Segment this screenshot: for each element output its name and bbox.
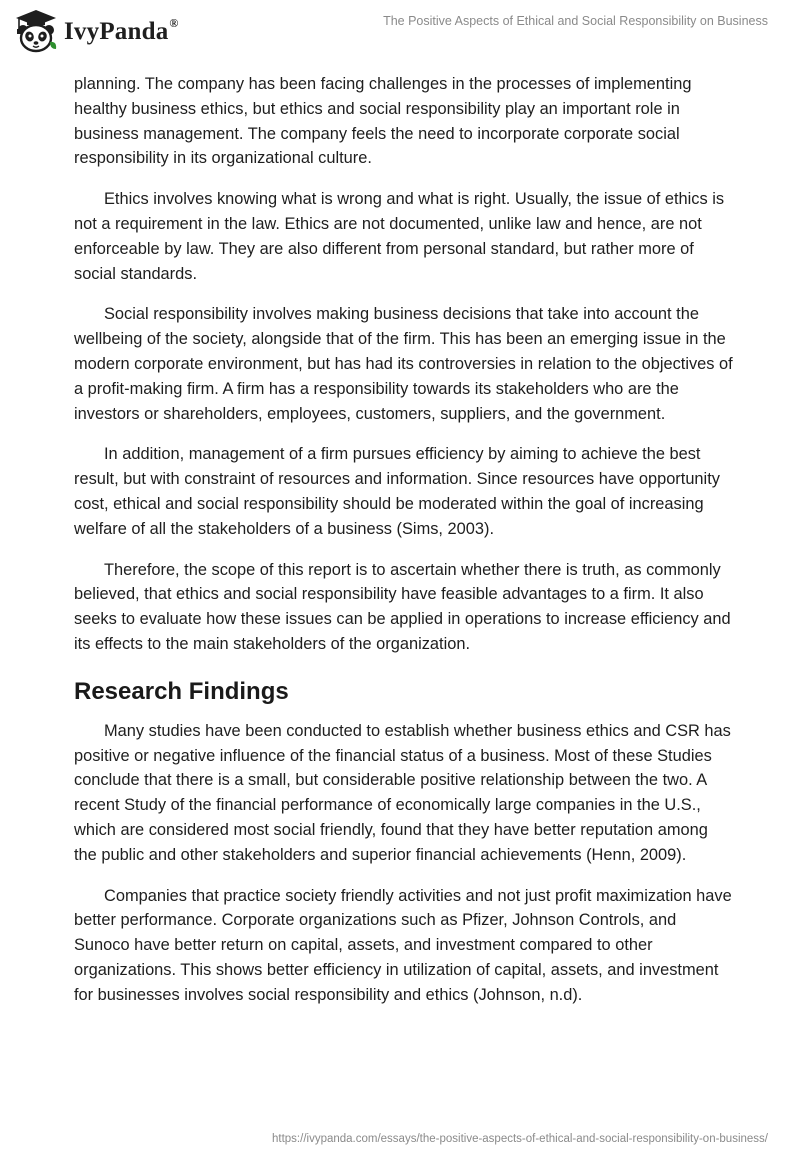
- brand-logo-text[interactable]: [64, 18, 179, 46]
- brand-name: IvyPanda: [64, 18, 169, 45]
- paragraph-scope: Therefore, the scope of this report is to ascertain whether there is truth, as commonly believed, that ethics and social responsibility have feasible advantages to a firm. It also seeks to evaluate how these issues can be applied in operations to increase efficiency and its effects to the main stakeholders of the organization.: [74, 560, 731, 653]
- source-url[interactable]: https://ivypanda.com/essays/the-positive-aspects-of-ethical-and-social-responsibility-on-business/: [272, 1133, 768, 1145]
- paragraph-ethics: Ethics involves knowing what is wrong and what is right. Usually, the issue of ethics is not a requirement in the law. Ethics are not documented, unlike law and hence, are not enforceable by law. They are also different from personal standard, but rather more of social standards.: [74, 190, 725, 283]
- page-header: [0, 0, 800, 62]
- registered-mark: ®: [169, 16, 179, 30]
- section-heading-research-findings: Research Findings: [74, 677, 289, 705]
- paragraph-continued: planning. The company has been facing challenges in the processes of implementing healthy business ethics, but ethics and social responsibility play an important role in business management. The company feels the need to incorporate corporate social responsibility in its organizational culture.: [74, 75, 692, 168]
- paragraph-social-responsibility: Social responsibility involves making business decisions that take into account the wellbeing of the society, alongside that of the firm. This has been an emerging issue in the modern corporate environment, but has had its controversies in relation to the objectives of a profit-making firm. A firm has a responsibility towards its stakeholders who are the investors or shareholders, employees, customers, suppliers, and the government.: [74, 305, 733, 423]
- paragraph-companies: Companies that practice society friendly activities and not just profit maximization have better performance. Corporate organizations such as Pfizer, Johnson Controls, and Sunoco have better return on capital, assets, and investment compared to other organizations. This shows better efficiency in utilization of capital, assets, and investment for businesses involves social responsibility and ethics (Johnson, n.d).: [74, 886, 732, 1004]
- document-title: The Positive Aspects of Ethical and Social Responsibility on Business: [383, 14, 768, 28]
- essay-body: [74, 72, 734, 1024]
- paragraph-efficiency: In addition, management of a firm pursues efficiency by aiming to achieve the best result, but with constraint of resources and information. Since resources have opportunity cost, ethical and social responsibility should be moderated within the goal of increasing welfare of all the stakeholders of a business (Sims, 2003).: [74, 445, 720, 538]
- panda-graduate-icon[interactable]: [14, 8, 58, 54]
- paragraph-studies: Many studies have been conducted to establish whether business ethics and CSR has positive or negative influence of the financial status of a business. Most of these Studies conclude that there is a small, but considerable positive relationship between the two. A recent Study of the financial performance of economically large companies in the U.S., which are considered most social friendly, found that they have better reputation among the public and other stakeholders and superior financial achievements (Henn, 2009).: [74, 721, 731, 864]
